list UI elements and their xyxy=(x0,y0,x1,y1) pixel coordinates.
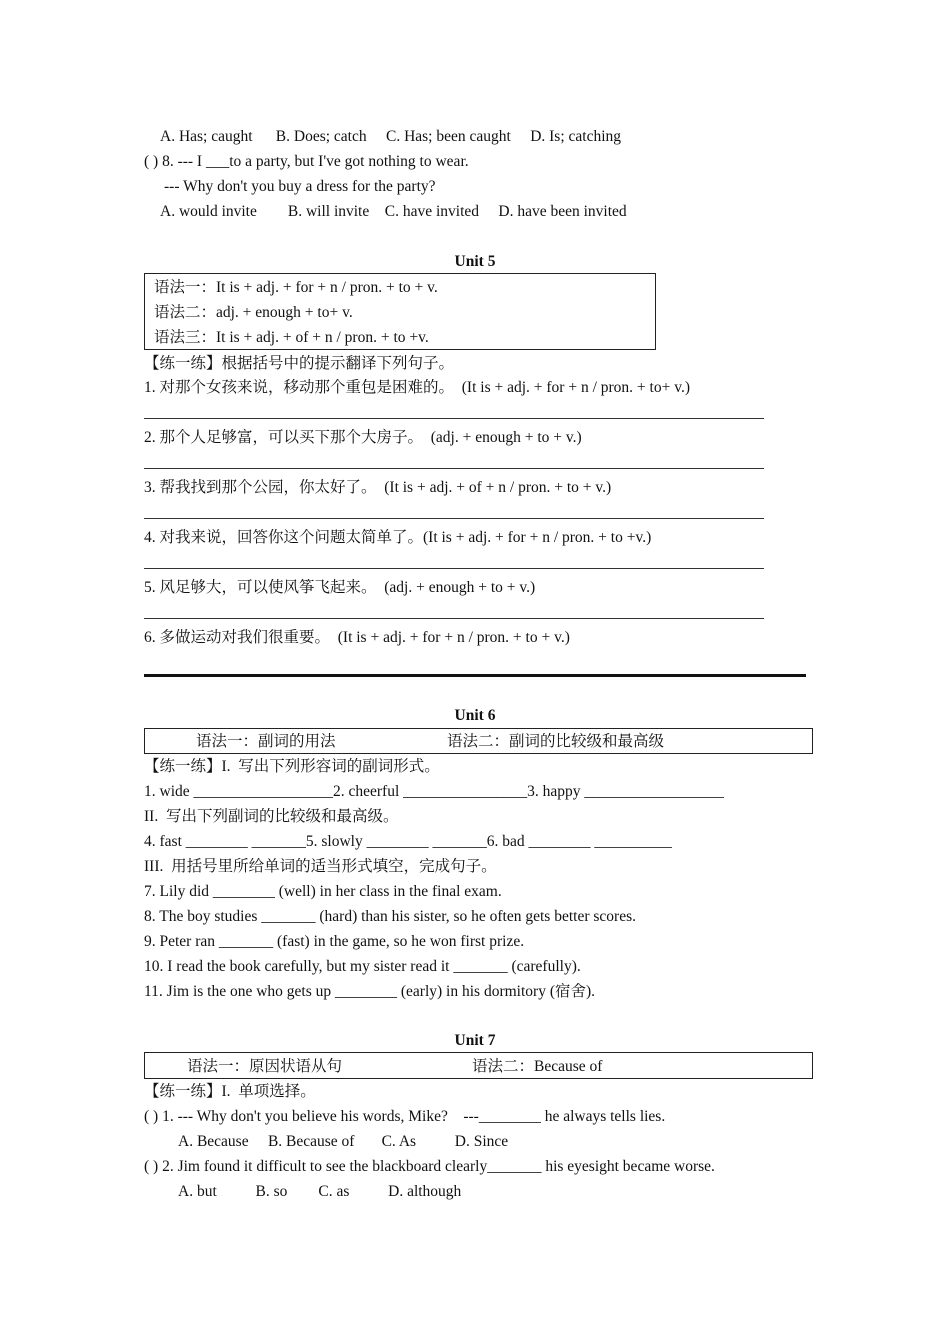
unit5-grammar-3: 语法三：It is + adj. + of + n / pron. + to +v. xyxy=(154,329,429,346)
section-divider xyxy=(144,674,806,677)
answer-line[interactable] xyxy=(144,568,764,569)
unit6-grammar-2: 语法二：副词的比较级和最高级 xyxy=(447,733,665,750)
answer-line[interactable] xyxy=(144,518,764,519)
unit6-sentence-7: 7. Lily did ________ (well) in her class in the final exam. xyxy=(144,883,502,900)
q7-options: A. Has; caught B. Does; catch C. Has; been caught D. Is; catching xyxy=(160,128,622,145)
unit7-instruction: 【练一练】I. 单项选择。 xyxy=(144,1083,316,1100)
answer-line[interactable] xyxy=(144,618,764,619)
q8-stem: ( ) 8. --- I ___to a party, but I've got nothing to wear. xyxy=(144,153,469,170)
unit7-grammar-2: 语法二：Because of xyxy=(472,1058,603,1075)
unit5-grammar-2: 语法二：adj. + enough + to+ v. xyxy=(154,304,353,321)
unit6-grammar-1: 语法一：副词的用法 xyxy=(196,733,336,750)
unit5-instruction: 【练一练】根据括号中的提示翻译下列句子。 xyxy=(144,355,455,372)
unit6-line-1: 1. wide __________________2. cheerful ________________3. happy __________________ xyxy=(144,783,724,800)
unit7-grammar-1: 语法一：原因状语从句 xyxy=(187,1058,343,1075)
unit5-item-5: 5. 风足够大，可以使风筝飞起来。 (adj. + enough + to + v.) xyxy=(144,579,536,596)
unit6-sentence-11: 11. Jim is the one who gets up ________ (early) in his dormitory (宿舍). xyxy=(144,983,596,1000)
unit6-title: Unit 6 xyxy=(454,707,496,724)
answer-line[interactable] xyxy=(144,418,764,419)
unit5-item-1: 1. 对那个女孩来说，移动那个重包是困难的。 (It is + adj. + for + n / pron. + to+ v.) xyxy=(144,379,690,396)
unit5-grammar-1: 语法一：It is + adj. + for + n / pron. + to + v. xyxy=(154,279,438,296)
q8-options: A. would invite B. will invite C. have invited D. have been invited xyxy=(160,203,627,220)
unit6-sentence-8: 8. The boy studies _______ (hard) than his sister, so he often gets better scores. xyxy=(144,908,636,925)
unit7-title: Unit 7 xyxy=(454,1032,496,1049)
unit6-sentence-10: 10. I read the book carefully, but my sister read it _______ (carefully). xyxy=(144,958,581,975)
unit6-sentence-9: 9. Peter ran _______ (fast) in the game, so he won first prize. xyxy=(144,933,525,950)
unit5-item-2: 2. 那个人足够富，可以买下那个大房子。 (adj. + enough + to + v.) xyxy=(144,429,582,446)
unit7-q2: ( ) 2. Jim found it difficult to see the blackboard clearly_______ his eyesight became worse. xyxy=(144,1158,715,1175)
unit5-item-6: 6. 多做运动对我们很重要。 (It is + adj. + for + n / pron. + to + v.) xyxy=(144,629,570,646)
unit6-instruction-2: II. 写出下列副词的比较级和最高级。 xyxy=(144,808,399,825)
unit5-item-4: 4. 对我来说，回答你这个问题太简单了。(It is + adj. + for + n / pron. + to +v.) xyxy=(144,529,652,546)
unit6-instruction-3: III. 用括号里所给单词的适当形式填空，完成句子。 xyxy=(144,858,497,875)
q8-reply: --- Why don't you buy a dress for the party? xyxy=(164,178,436,195)
unit6-instruction-1: 【练一练】I. 写出下列形容词的副词形式。 xyxy=(144,758,440,775)
unit6-line-2: 4. fast ________ _______5. slowly ________ _______6. bad ________ __________ xyxy=(144,833,672,850)
unit5-item-3: 3. 帮我找到那个公园，你太好了。 (It is + adj. + of + n / pron. + to + v.) xyxy=(144,479,612,496)
unit7-q2-options: A. but B. so C. as D. although xyxy=(178,1183,462,1200)
answer-line[interactable] xyxy=(144,468,764,469)
unit7-q1: ( ) 1. --- Why don't you believe his words, Mike? ---________ he always tells lies. xyxy=(144,1108,666,1125)
unit7-q1-options: A. Because B. Because of C. As D. Since xyxy=(178,1133,509,1150)
unit5-title: Unit 5 xyxy=(454,253,496,270)
